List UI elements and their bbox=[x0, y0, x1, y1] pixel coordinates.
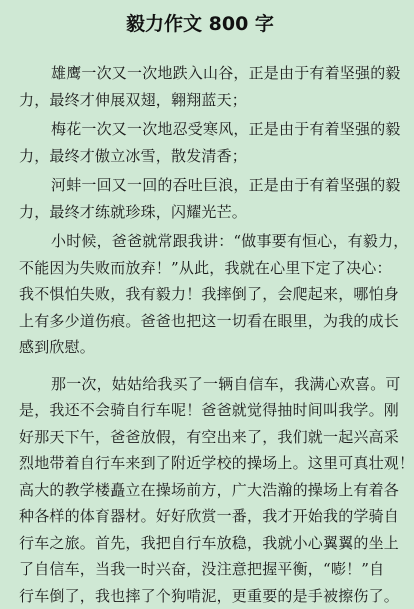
paragraph-eagle bbox=[19, 60, 381, 113]
text-line: 那一次，姑姑给我买了一辆自信车，我满心欢喜。可 bbox=[19, 371, 381, 398]
paragraph-clam bbox=[19, 172, 381, 225]
text-line: 不能因为失败而放弃！”从此，我就在心里下定了决心： bbox=[19, 255, 381, 282]
text-line: 上有多少道伤痕。爸爸也把这一切看在眼里，为我的成长 bbox=[19, 308, 381, 335]
text-line: 雄鹰一次又一次地跌入山谷，正是由于有着坚强的毅 bbox=[19, 60, 381, 87]
text-line: 烈地带着自行车来到了附近学校的操场上。这里可真壮观！ bbox=[19, 450, 381, 477]
text-line: 是，我还不会骑自行车呢！爸爸就觉得抽时间叫我学。刚 bbox=[19, 397, 381, 424]
text-line: 高大的教学楼矗立在操场前方，广大浩瀚的操场上有着各 bbox=[19, 477, 381, 504]
text-line: 感到欣慰。 bbox=[19, 334, 381, 361]
text-line: 小时候，爸爸就常跟我讲：“做事要有恒心，有毅力， bbox=[19, 228, 381, 255]
text-line: 力，最终才傲立冰雪，散发清香； bbox=[19, 143, 381, 170]
article-title: 毅力作文 800 字 bbox=[0, 11, 400, 37]
text-line: 力，最终才伸展双翅，翱翔蓝天； bbox=[19, 87, 381, 114]
article-body bbox=[19, 60, 381, 609]
text-line: 好那天下午，爸爸放假，有空出来了，我们就一起兴高采 bbox=[19, 424, 381, 451]
paragraph-bicycle bbox=[19, 371, 381, 609]
text-line: 力，最终才练就珍珠，闪耀光芒。 bbox=[19, 199, 381, 226]
text-line: 梅花一次又一次地忍受寒风，正是由于有着坚强的毅 bbox=[19, 116, 381, 143]
text-line: 行车倒了，我也摔了个狗啃泥，更重要的是手被擦伤了。 bbox=[19, 583, 381, 609]
text-line: 我不惧怕失败，我有毅力！我摔倒了，会爬起来，哪怕身 bbox=[19, 281, 381, 308]
text-line: 河蚌一回又一回的吞吐巨浪，正是由于有着坚强的毅 bbox=[19, 172, 381, 199]
paragraph-plum bbox=[19, 116, 381, 169]
paragraph-childhood bbox=[19, 228, 381, 361]
text-line: 行车之旅。首先，我把自行车放稳，我就小心翼翼的坐上 bbox=[19, 530, 381, 557]
text-line: 种各样的体育器材。好好欣赏一番，我才开始我的学骑自 bbox=[19, 503, 381, 530]
text-line: 了自信车，当我一时兴奋，没注意把握平衡，“嘭！”自 bbox=[19, 556, 381, 583]
